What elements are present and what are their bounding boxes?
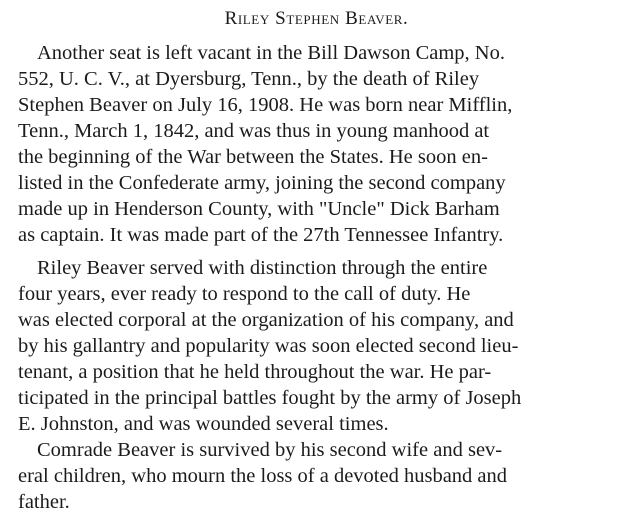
paragraph-2-line-3: was elected corporal at the organization of his company, and: [18, 309, 514, 331]
paragraph-2-line-6: ticipated in the principal battles fought by the army of Joseph: [18, 387, 522, 409]
paragraph-3-line-1: Comrade Beaver is survived by his second wife and sev-: [37, 439, 503, 461]
paragraph-3-line-3: father.: [18, 491, 70, 513]
paragraph-1-line-7: made up in Henderson County, with "Uncle" Dick Barham: [18, 198, 500, 220]
paragraph-2-line-1: Riley Beaver served with distinction through the entire: [37, 257, 488, 279]
paragraph-1-line-6: listed in the Confederate army, joining the second company: [18, 172, 506, 194]
paragraph-1-line-2: 552, U. C. V., at Dyersburg, Tenn., by the death of Riley: [18, 68, 480, 90]
paragraph-1-line-4: Tenn., March 1, 1842, and was thus in young manhood at: [18, 120, 490, 142]
paragraph-1-line-3: Stephen Beaver on July 16, 1908. He was born near Mifflin,: [18, 94, 513, 116]
paragraph-2-line-2: four years, ever ready to respond to the call of duty. He: [18, 283, 471, 305]
paragraph-1-line-5: the beginning of the War between the States. He soon en-: [18, 146, 488, 168]
paragraph-2-line-4: by his gallantry and popularity was soon elected second lieu-: [18, 335, 519, 357]
paragraph-2-line-7: E. Johnston, and was wounded several times.: [18, 413, 389, 435]
paragraph-2-line-5: tenant, a position that he held throughout the war. He par-: [18, 361, 492, 383]
article-title: Riley Stephen Beaver.: [224, 8, 409, 29]
paragraph-3-line-2: eral children, who mourn the loss of a devoted husband and: [18, 465, 508, 487]
paragraph-1-line-8: as captain. It was made part of the 27th Tennessee Infantry.: [18, 224, 504, 246]
paragraph-1-line-1: Another seat is left vacant in the Bill Dawson Camp, No.: [37, 42, 505, 64]
